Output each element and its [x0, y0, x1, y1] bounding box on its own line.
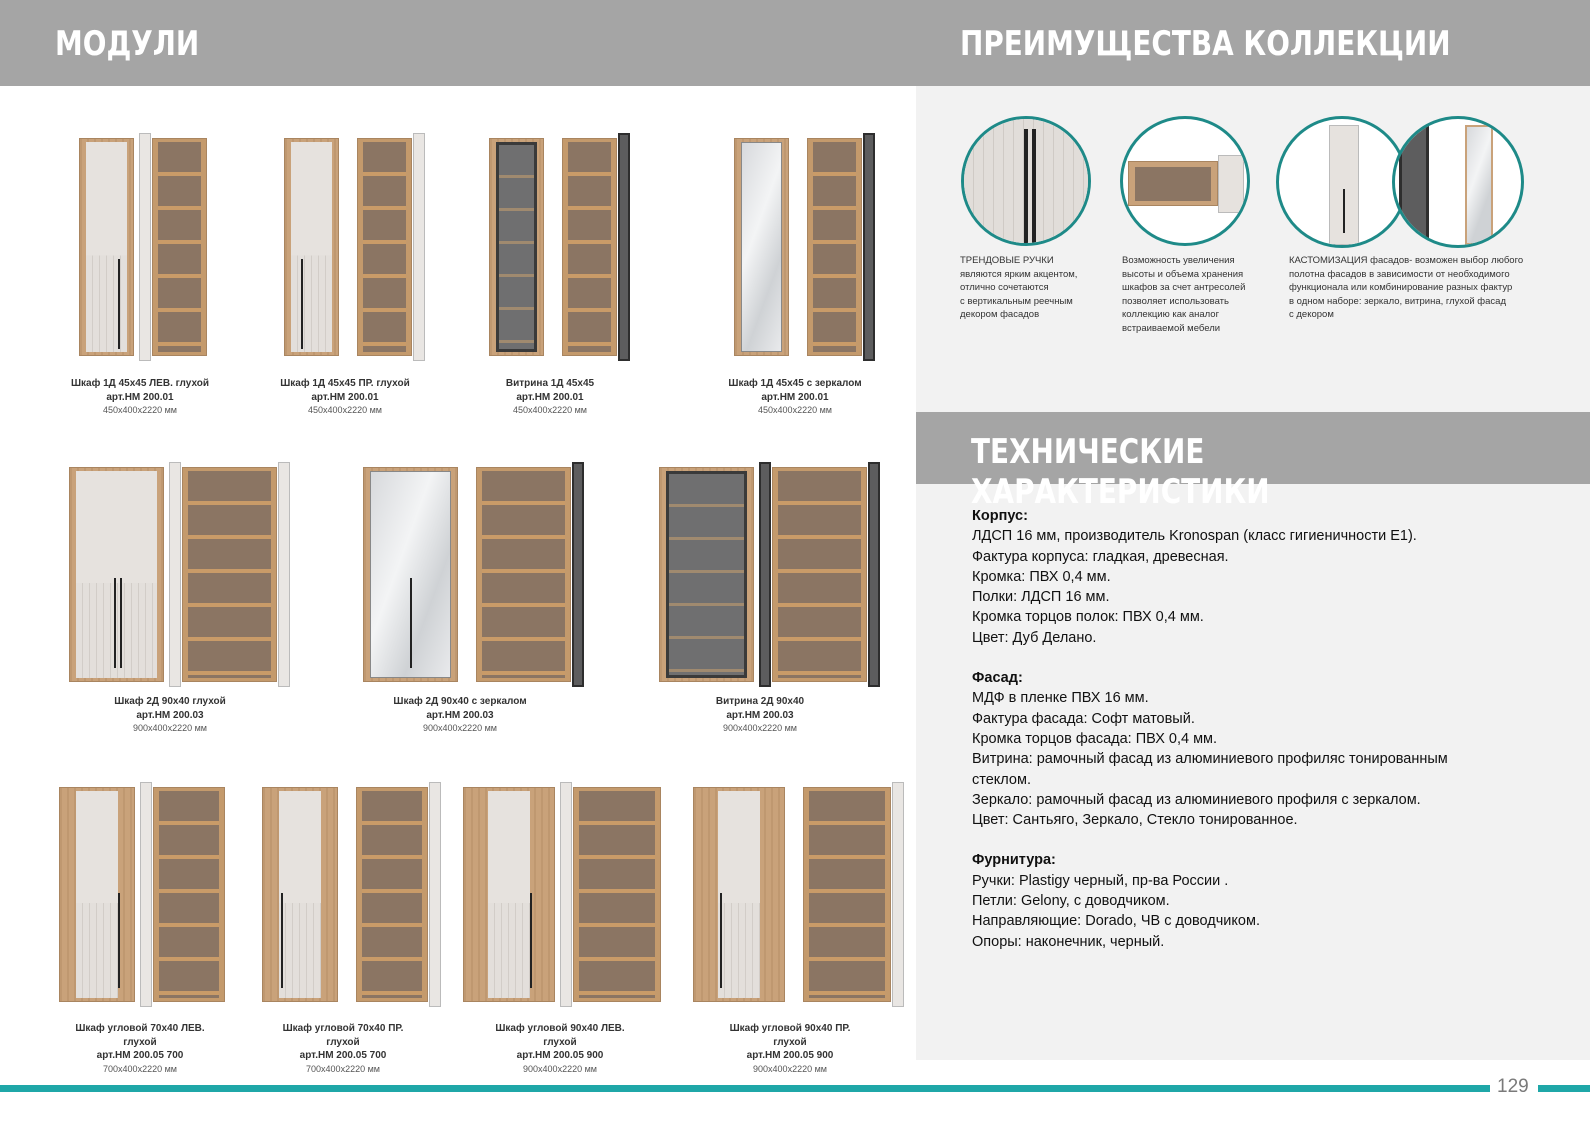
advantage-image [961, 116, 1091, 246]
product-card [455, 780, 665, 1074]
modules-title: МОДУЛИ [55, 24, 200, 64]
product-caption: Шкаф угловой 70х40 ПР. глухой арт.НМ 200.05 700 700x400x2220 мм [282, 1023, 404, 1074]
product-image [255, 782, 435, 1002]
spec-group-body: Корпус: ЛДСП 16 мм, производитель Kronospan (класс гигиеничности Е1). Фактура корпуса: гладкая, древесная. Кромка: ПВХ 0,4 мм. Полки: ЛДСП 16 мм. Кромка торцов полок: ПВХ 0,4 мм. Цвет: Дуб Делано. [972, 508, 1417, 646]
advantages-title: ПРЕИМУЩЕСТВА КОЛЛЕКЦИИ [960, 24, 1451, 64]
modules-header [0, 0, 916, 86]
product-card [40, 132, 240, 422]
product-card [335, 460, 585, 740]
product-image [53, 462, 293, 682]
product-card [45, 460, 295, 740]
product-image [478, 136, 628, 356]
product-image [68, 136, 218, 356]
product-card [243, 780, 443, 1074]
product-caption: Шкаф 2Д 90х40 с зеркалом арт.НМ 200.03 900x400x2220 мм [393, 696, 527, 733]
advantages-header [916, 0, 1590, 86]
product-caption: Шкаф 1Д 45х45 с зеркалом арт.НМ 200.01 450x400x2220 мм [728, 378, 862, 415]
product-card [245, 132, 445, 422]
product-caption: Шкаф угловой 90х40 ЛЕВ. глухой арт.НМ 200.05 900 900x400x2220 мм [495, 1023, 625, 1074]
footer-line-right [1538, 1085, 1590, 1092]
product-image [643, 462, 883, 682]
product-image [723, 136, 873, 356]
product-card [40, 780, 240, 1074]
product-card [695, 132, 895, 422]
product-card [685, 780, 895, 1074]
advantage-image [1392, 116, 1524, 248]
tech-header [916, 412, 1590, 512]
product-caption: Витрина 2Д 90х40 арт.НМ 200.03 900x400x2220 мм [715, 696, 805, 733]
product-image [52, 782, 232, 1002]
page-number: 129 [1497, 1076, 1529, 1097]
product-caption: Шкаф 1Д 45х45 ЛЕВ. глухой арт.НМ 200.01 450x400x2220 мм [70, 378, 210, 415]
spec-group-facade: Фасад: МДФ в пленке ПВХ 16 мм. Фактура фасада: Софт матовый. Кромка торцов фасада: ПВХ 0,4 мм. Витрина: рамочный фасад из алюминиевого профиляс тонированным стеклом. Зеркало: рамочный фасад из алюминиевого профиля с зеркалом. Цвет: Сантьяго, Зеркало, Стекло тонированное. [972, 670, 1448, 829]
spec-group-hardware: Фурнитура: Ручки: Plastigy черный, пр-ва России . Петли: Gelony, с доводчиком. Направляющие: Dorado, ЧВ с доводчиком. Опоры: наконечник, черный. [972, 852, 1260, 950]
footer-line-left [0, 1085, 1490, 1092]
product-caption: Шкаф 2Д 90х40 глухой арт.НМ 200.03 900x400x2220 мм [114, 696, 226, 733]
product-caption: Витрина 1Д 45х45 арт.НМ 200.01 450x400x2220 мм [505, 378, 595, 415]
advantage-image [1276, 116, 1408, 248]
product-image [689, 782, 894, 1002]
product-card [635, 460, 885, 740]
product-caption: Шкаф угловой 90х40 ПР. глухой арт.НМ 200.05 900 900x400x2220 мм [729, 1023, 851, 1074]
product-caption: Шкаф угловой 70х40 ЛЕВ. глухой арт.НМ 200.05 700 700x400x2220 мм [75, 1023, 205, 1074]
advantage-image [1120, 116, 1250, 246]
tech-title: ТЕХНИЧЕСКИЕ ХАРАКТЕРИСТИКИ [971, 432, 1270, 512]
product-caption: Шкаф 1Д 45х45 ПР. глухой арт.НМ 200.01 450x400x2220 мм [280, 378, 410, 415]
product-card [450, 132, 650, 422]
tech-specs [972, 506, 1532, 972]
product-image [347, 462, 587, 682]
product-image [273, 136, 423, 356]
product-image [459, 782, 664, 1002]
